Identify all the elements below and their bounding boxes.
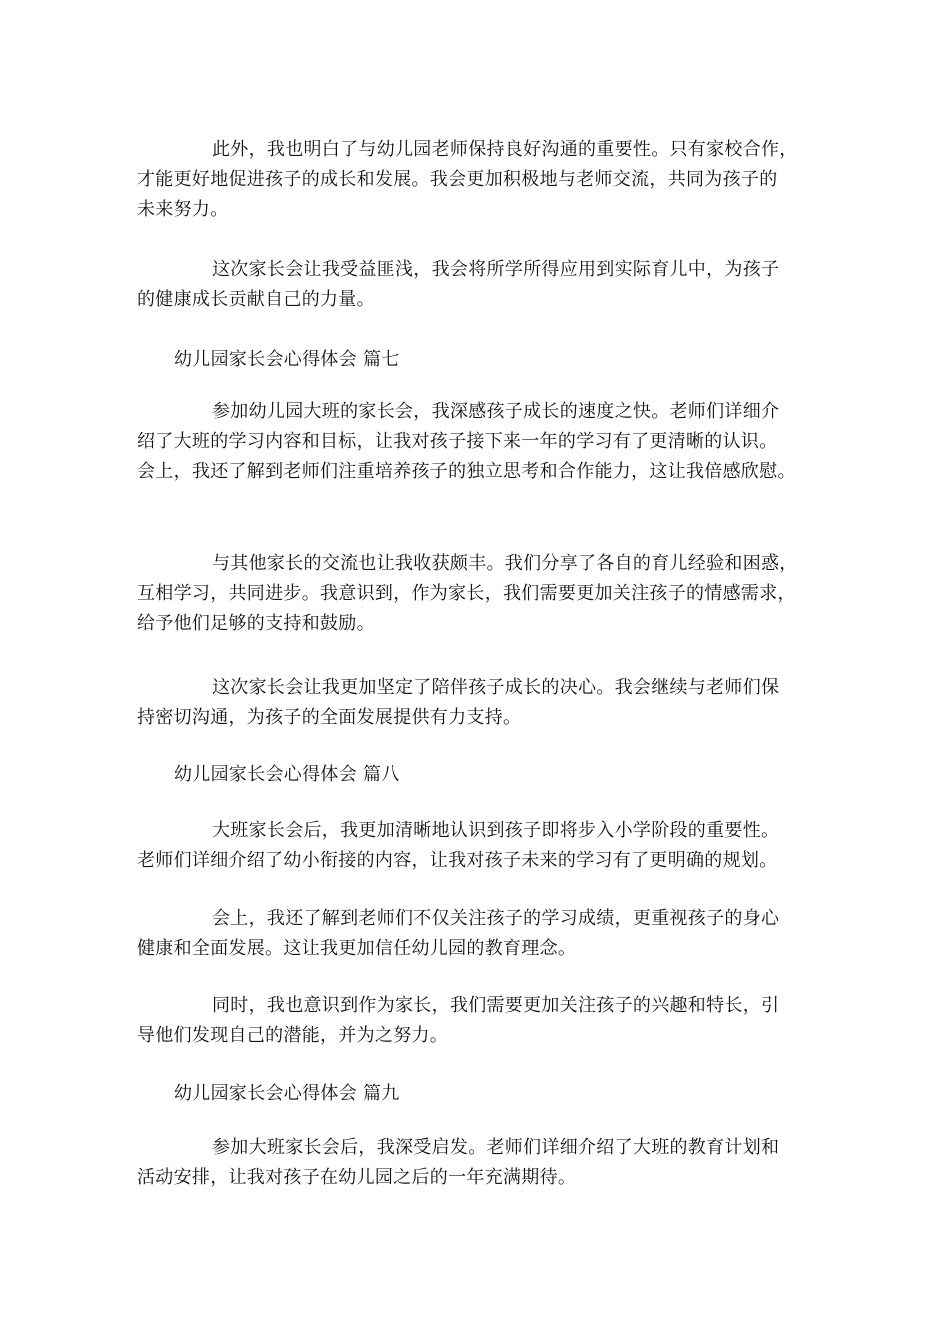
paragraph bbox=[137, 255, 827, 315]
paragraph bbox=[137, 549, 827, 639]
paragraph bbox=[137, 816, 827, 876]
text-line: 这次家长会让我更加坚定了陪伴孩子成长的决心。我会继续与老师们保 bbox=[212, 677, 780, 698]
text-line: 健康和全面发展。这让我更加信任幼儿园的教育理念。 bbox=[137, 938, 577, 959]
paragraph bbox=[137, 904, 827, 964]
text-line: 才能更好地促进孩子的成长和发展。我会更加积极地与老师交流，共同为孩子的 bbox=[137, 169, 778, 190]
paragraph bbox=[137, 673, 827, 733]
section-heading: 幼儿园家长会心得体会 篇九 bbox=[174, 1083, 400, 1104]
text-line: 与其他家长的交流也让我收获颇丰。我们分享了各自的育儿经验和困惑， bbox=[212, 553, 798, 574]
text-line: 绍了大班的学习内容和目标，让我对孩子接下来一年的学习有了更清晰的认识。 bbox=[137, 431, 778, 452]
text-line: 会上，我还了解到老师们不仅关注孩子的学习成绩，更重视孩子的身心 bbox=[212, 908, 780, 929]
text-line: 互相学习，共同进步。我意识到，作为家长，我们需要更加关注孩子的情感需求， bbox=[137, 583, 796, 604]
text-line: 这次家长会让我受益匪浅，我会将所学所得应用到实际育儿中，为孩子 bbox=[212, 259, 780, 280]
text-line: 导他们发现自己的潜能，并为之努力。 bbox=[137, 1025, 449, 1046]
paragraph bbox=[137, 991, 827, 1051]
paragraph bbox=[137, 397, 827, 487]
paragraph bbox=[137, 1133, 827, 1193]
text-line: 参加幼儿园大班的家长会，我深感孩子成长的速度之快。老师们详细介 bbox=[212, 401, 780, 422]
text-line: 的健康成长贡献自己的力量。 bbox=[137, 289, 375, 310]
text-line: 会上，我还了解到老师们注重培养孩子的独立思考和合作能力，这让我倍感欣慰。 bbox=[137, 461, 796, 482]
text-line: 持密切沟通，为孩子的全面发展提供有力支持。 bbox=[137, 707, 522, 728]
text-line: 未来努力。 bbox=[137, 199, 229, 220]
text-line: 参加大班家长会后，我深受启发。老师们详细介绍了大班的教育计划和 bbox=[212, 1137, 780, 1158]
text-line: 此外，我也明白了与幼儿园老师保持良好沟通的重要性。只有家校合作， bbox=[212, 139, 798, 160]
text-line: 给予他们足够的支持和鼓励。 bbox=[137, 613, 375, 634]
paragraph bbox=[137, 135, 827, 225]
text-line: 同时，我也意识到作为家长，我们需要更加关注孩子的兴趣和特长，引 bbox=[212, 995, 780, 1016]
section-heading: 幼儿园家长会心得体会 篇七 bbox=[174, 349, 400, 370]
text-line: 活动安排，让我对孩子在幼儿园之后的一年充满期待。 bbox=[137, 1167, 577, 1188]
text-line: 老师们详细介绍了幼小衔接的内容，让我对孩子未来的学习有了更明确的规划。 bbox=[137, 850, 778, 871]
text-line: 大班家长会后，我更加清晰地认识到孩子即将步入小学阶段的重要性。 bbox=[212, 820, 780, 841]
section-heading: 幼儿园家长会心得体会 篇八 bbox=[174, 764, 400, 785]
